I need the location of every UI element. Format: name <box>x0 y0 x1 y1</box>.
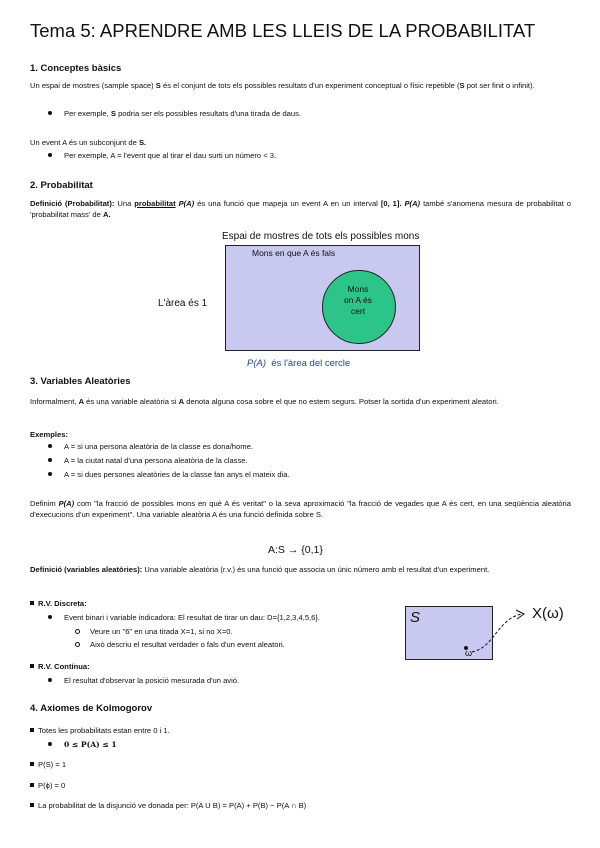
list-item: El resultat d'observar la posició mesurada d'un avió. <box>48 676 239 685</box>
mapping-formula: A:S → {0,1} <box>268 544 323 556</box>
list-item: Per exemple, S podria ser els possibles resultats d'una tirada de daus. <box>48 109 301 118</box>
list-item: Per exemple, A = l'event que al tirar el dau surti un número < 3. <box>48 151 276 160</box>
square-bullet-icon <box>30 601 34 605</box>
bullet-icon <box>48 153 52 157</box>
section-heading-1: 1. Conceptes bàsics <box>30 63 122 74</box>
square-bullet-icon <box>30 762 34 766</box>
axiom-item: P(S) = 1 <box>30 760 66 769</box>
bullet-icon <box>48 678 52 682</box>
page-title: Tema 5: APRENDRE AMB LES LLEIS DE LA PROBABILITAT <box>30 20 536 41</box>
square-bullet-icon <box>30 664 34 668</box>
square-bullet-icon <box>30 803 34 807</box>
bullet-icon <box>48 444 52 448</box>
bullet-icon <box>48 111 52 115</box>
circle-bullet-icon <box>75 629 80 634</box>
list-item: A = si dues persones aleatòries de la classe fan anys el mateix dia. <box>48 470 290 479</box>
list-item: A = la ciutat natal d'una persona aleatòria de la classe. <box>48 456 248 465</box>
random-variable-symbol: X(ω) <box>532 605 564 622</box>
circle-label: Mons on A és cert <box>344 284 372 316</box>
axiom-item: La probabilitat de la disjunció ve donada per: P(A U B) = P(A) + P(B) − P(A ∩ B) <box>30 801 306 810</box>
section-heading-2: 2. Probabilitat <box>30 180 93 191</box>
list-item: A = si una persona aleatòria de la classe es dona/home. <box>48 442 253 451</box>
random-variable-definition: Definició (variables aleatòries): Una variable aleatòria (r.v.) és una funció que associa un únic número amb el resultat d'un experiment. <box>30 565 490 574</box>
area-label: L'àrea és 1 <box>158 298 208 309</box>
discrete-heading: R.V. Discreta: <box>30 599 87 608</box>
list-item: Event binari i variable indicadora: El resultat de tirar un dau: D={1,2,3,4,5,6}. <box>48 613 320 622</box>
probability-fraction-paragraph: Definim P(A) com "la fracció de possibles mons en què A és veritat" o la seva aproximació "la fracció de vegades que A és cert, en una seqüència aleatòria d'execucions d'un experiment". Una variable aleatòria A és una funció definida sobre S. <box>30 499 571 519</box>
probability-definition: Definició (Probabilitat): Una probabilitat P(A) és una funció que mapeja un event A en un interval [0, 1]. P(A) també s'anomena mesura de probabilitat o 'probabilitat mass' de A. <box>30 199 571 219</box>
bullet-icon <box>48 458 52 462</box>
axiom-item: P(ϕ) = 0 <box>30 781 65 790</box>
section-heading-3: 3. Variables Aleatòries <box>30 376 131 387</box>
continuous-heading: R.V. Contínua: <box>30 662 90 671</box>
figure-box-label: Mons en que A és fals <box>252 248 336 258</box>
random-variable-intro: Informalment, A és una variable aleatòria si A denota alguna cosa sobre el que no estem segurs. Potser la sortida d'un experiment aleatori. <box>30 397 499 406</box>
section-heading-4: 4. Axiomes de Kolmogorov <box>30 703 153 714</box>
outcome-symbol: ω <box>465 648 473 658</box>
figure-title: Espai de mostres de tots els possibles mons <box>222 231 420 242</box>
square-bullet-icon <box>30 783 34 787</box>
sample-space-symbol: S <box>410 609 421 626</box>
list-item: Veure un "6" en una tirada X=1, si no X=0. <box>75 627 233 636</box>
axiom-formula: 0 ≤ P(A) ≤ 1 <box>48 740 117 749</box>
event-paragraph: Un event A és un subconjunt de S. <box>30 138 147 147</box>
bullet-icon <box>48 472 52 476</box>
bullet-icon <box>48 615 52 619</box>
circle-bullet-icon <box>75 642 80 647</box>
examples-label: Exemples: <box>30 430 68 439</box>
sample-space-paragraph: Un espai de mostres (sample space) S és el conjunt de tots els possibles resultats d'un experiment conceptual o físic repetible (S pot ser finit o infinit). <box>30 81 535 90</box>
axiom-item: Totes les probabilitats estan entre 0 i 1. <box>30 726 170 735</box>
bullet-icon <box>48 742 52 746</box>
mapping-arrow <box>470 604 540 656</box>
square-bullet-icon <box>30 728 34 732</box>
list-item: Això descriu el resultat verdader o fals d'un event aleatori. <box>75 640 285 649</box>
figure-caption: P(A) és l'àrea del cercle <box>247 358 351 369</box>
